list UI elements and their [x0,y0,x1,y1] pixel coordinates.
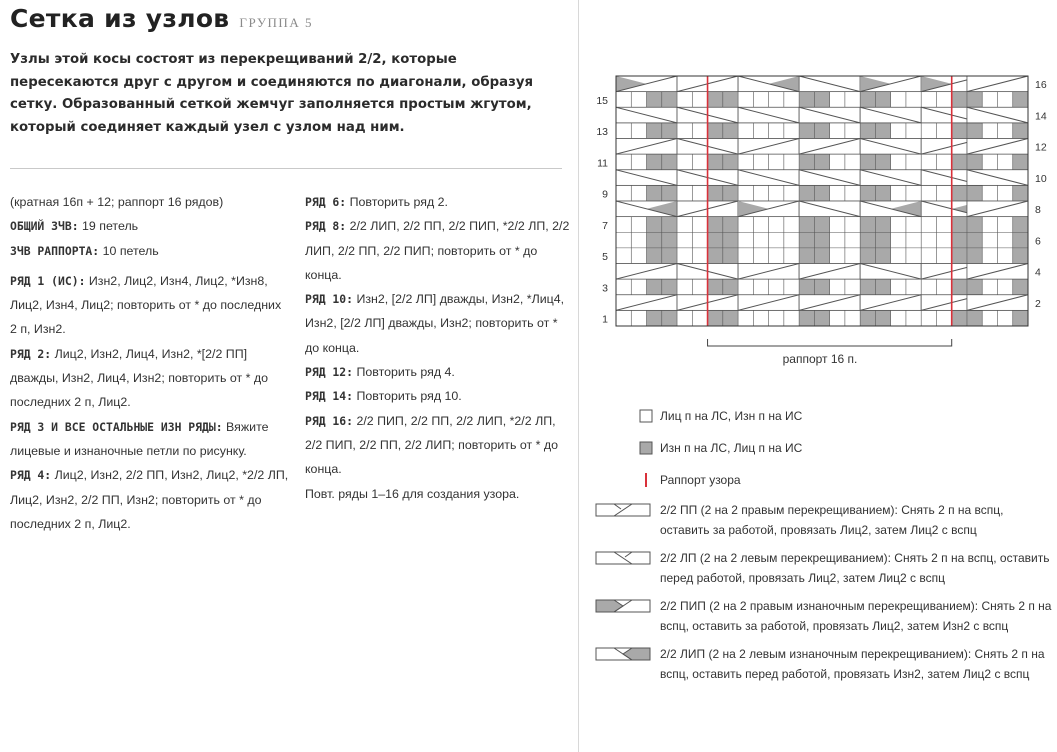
vertical-divider [578,0,579,752]
purl-cell [814,217,829,233]
cable-pp-icon [594,501,654,519]
purl-cell [952,217,967,233]
purl-cell [967,279,982,295]
purl-cell [708,248,723,264]
purl-cell [814,248,829,264]
purl-cell [967,92,982,108]
purl-cell [860,185,875,201]
purl-cell [1013,310,1028,326]
row-number-right: 16 [1035,79,1047,92]
purl-cell [952,248,967,264]
purl-cell [799,217,814,233]
row-label: РЯД 6: [305,195,347,209]
legend-text: 2/2 ЛП (2 на 2 левым перекрещиванием): Снять 2 п на вспц, оставить перед работой, провязать Лиц2, затем Лиц2 с вспц [660,551,1050,585]
legend-text: Изн п на ЛС, Лиц п на ИС [660,441,803,455]
red-line-icon [594,471,654,489]
purl-cell [967,217,982,233]
purl-cell [860,232,875,248]
row-label: РЯД 1 (ИС): [10,273,86,288]
knitting-chart [588,70,1057,375]
purl-cell [708,279,723,295]
purl-cell [662,217,677,233]
purl-cell [723,248,738,264]
row-label: РЯД 4: [10,468,52,483]
row-number-right: 10 [1035,172,1047,185]
cable-lp-icon [594,549,654,567]
cable-pip-icon [594,597,654,615]
purl-cell [814,310,829,326]
legend-item [594,548,1054,588]
purl-cell [875,310,890,326]
purl-cell [814,232,829,248]
row-number-left: 11 [597,157,608,170]
purl-cell [647,217,662,233]
white-square-icon [594,407,654,425]
purl-cell [708,232,723,248]
row-number-left: 5 [602,251,608,264]
purl-cell [1013,123,1028,139]
purl-cell [723,185,738,201]
row-number-right: 14 [1035,110,1047,123]
purl-cell [662,92,677,108]
rapport-stitches [10,239,290,263]
purl-cell [723,310,738,326]
legend-item [594,470,1054,490]
purl-cell [814,154,829,170]
purl-cell [967,248,982,264]
purl-cell [860,310,875,326]
row-instruction [305,360,573,384]
row-instruction [305,409,573,482]
purl-cell [723,154,738,170]
purl-cell [647,123,662,139]
row-label: РЯД 14: [305,389,354,404]
total-label: ОБЩИЙ ЗЧВ: [10,219,79,234]
purl-cell [647,248,662,264]
legend-text: Раппорт узора [660,473,741,487]
purl-cell [662,279,677,295]
purl-cell [952,279,967,295]
purl-cell [799,123,814,139]
purl-cell [1013,232,1028,248]
legend-item [594,644,1054,684]
legend-item [594,406,1054,426]
purl-cell [860,279,875,295]
purl-cell [860,248,875,264]
row-instruction [305,287,573,360]
purl-cell [662,185,677,201]
purl-cell [952,123,967,139]
group-label: ГРУППА 5 [239,15,313,30]
row-number-left: 7 [602,219,608,232]
purl-cell [708,185,723,201]
repeat-note: Повт. ряды 1–16 для создания узора. [305,486,520,501]
chart-grid [588,70,1057,370]
legend [594,406,1054,684]
purl-cell [708,217,723,233]
row-text: Лиц2, Изн2, Лиц4, Изн2, *[2/2 ПП] дважды, Изн2, Лиц4, Изн2; повторить от * до последних 2 п, Лиц2. [10,346,269,410]
row-number-right: 4 [1035,266,1041,279]
row-label: РЯД 12: [305,365,354,380]
row-instruction [10,463,290,536]
purl-cell [799,92,814,108]
purl-cell [875,185,890,201]
row-text: 2/2 ЛИП, 2/2 ПП, 2/2 ПИП, *2/2 ЛП, 2/2 ЛИП, 2/2 ПП, 2/2 ПИП; повторить от * до конца. [305,219,570,282]
purl-cell [952,92,967,108]
row-label: РЯД 3 И ВСЕ ОСТАЛЬНЫЕ ИЗН РЯДЫ: [10,419,223,434]
purl-cell [967,310,982,326]
purl-cell [952,310,967,326]
legend-text: 2/2 ПИП (2 на 2 правым изнаночным перекрещиванием): Снять 2 п на вспц, оставить за работой, провязать Лиц2, затем Изн2 с вспц [660,599,1052,633]
purl-cell [708,154,723,170]
row-label: РЯД 10: [305,292,354,307]
row-text: Повторить ряд 4. [353,365,455,380]
cable-lip-icon [594,645,654,663]
row-text: Вяжите лицевые и изнаночные петли по рисунку. [10,419,269,458]
page-title [10,4,313,33]
row-instruction [305,214,573,287]
row-text: 2/2 ПИП, 2/2 ПП, 2/2 ЛИП, *2/2 ЛП, 2/2 ПИП, 2/2 ПП, 2/2 ЛИП; повторить от * до конца. [305,413,558,477]
purl-cell [723,279,738,295]
purl-cell [952,232,967,248]
row-number-left: 13 [596,126,608,139]
row-text: Лиц2, Изн2, 2/2 ПП, Изн2, Лиц2, *2/2 ЛП, Лиц2, Изн2, 2/2 ПП, Изн2; повторить от * до последних 2 п, Лиц2. [10,468,289,531]
row-number-right: 12 [1035,141,1047,154]
rapport-value: 10 петель [99,243,159,258]
purl-cell [1013,154,1028,170]
purl-cell [1013,92,1028,108]
row-number-left: 9 [602,188,608,201]
purl-cell [799,154,814,170]
purl-cell [875,248,890,264]
purl-cell [875,232,890,248]
purl-cell [860,154,875,170]
row-text: Изн2, [2/2 ЛП] дважды, Изн2, *Лиц4, Изн2, [2/2 ЛП] дважды, Изн2; повторить от * до конца. [305,292,565,355]
purl-cell [967,154,982,170]
rapport-bracket [708,339,952,346]
intro-paragraph: Узлы этой косы состоят из перекрещиваний 2/2, которые пересекаются друг с другом и соединяются по диагонали, образуя сетку. Образованный сеткой жемчуг заполняется простым жгутом, который соединяет каждый узел с узлом над ним. [10,52,534,135]
purl-cell [647,154,662,170]
purl-cell [799,310,814,326]
purl-cell [723,217,738,233]
purl-cell [662,123,677,139]
purl-cell [799,232,814,248]
row-instruction [10,415,290,464]
row-number-left: 15 [596,94,608,107]
total-stitches [10,214,290,238]
row-text: Изн2, Лиц2, Изн4, Лиц2, *Изн8, Лиц2, Изн4, Лиц2; повторить от * до последних 2 п, Изн2. [10,273,282,337]
purl-cell [967,232,982,248]
row-instruction [305,384,573,408]
total-value: 19 петель [78,219,139,234]
rapport-caption: раппорт 16 п. [782,352,858,366]
row-number-left: 3 [602,282,608,295]
grey-square-icon [594,439,654,457]
purl-cell [799,185,814,201]
purl-cell [814,92,829,108]
purl-cell [875,92,890,108]
purl-cell [799,279,814,295]
instructions-column-2 [305,190,573,506]
purl-cell [662,310,677,326]
purl-cell [860,217,875,233]
horizontal-divider [10,168,562,169]
purl-cell [860,92,875,108]
purl-cell [814,123,829,139]
purl-cell [799,248,814,264]
purl-cell [952,185,967,201]
purl-cell [647,185,662,201]
purl-cell [1013,217,1028,233]
rapport-label: ЗЧВ РАППОРТА: [10,243,100,258]
legend-text: 2/2 ЛИП (2 на 2 левым изнаночным перекрещиванием): Снять 2 п на вспц, оставить перед работой, провязать Изн2, затем Лиц2 с вспц [660,647,1045,681]
purl-cell [708,310,723,326]
purl-cell [967,185,982,201]
purl-cell [1013,248,1028,264]
row-number-right: 2 [1035,297,1041,310]
purl-cell [647,310,662,326]
purl-cell [723,92,738,108]
purl-cell [875,279,890,295]
purl-cell [647,232,662,248]
purl-cell [875,123,890,139]
multiple-info: (кратная 16п + 12; раппорт 16 рядов) [10,195,224,209]
row-instruction [10,342,290,415]
purl-cell [952,154,967,170]
row-number-right: 6 [1035,235,1041,248]
purl-cell [662,232,677,248]
legend-text: 2/2 ПП (2 на 2 правым перекрещиванием): Снять 2 п на вспц, оставить за работой, провязать Лиц2, затем Лиц2 с вспц [660,503,1004,537]
row-text: Повторить ряд 2. [346,195,448,209]
purl-cell [967,123,982,139]
purl-cell [708,92,723,108]
purl-cell [723,123,738,139]
instructions-column-1 [10,190,290,536]
purl-cell [860,123,875,139]
legend-item [594,596,1054,636]
purl-cell [814,279,829,295]
purl-cell [662,248,677,264]
row-label: РЯД 8: [305,219,347,234]
purl-cell [1013,185,1028,201]
purl-cell [875,154,890,170]
legend-item [594,438,1054,458]
row-instruction [10,269,290,342]
purl-cell [723,232,738,248]
purl-cell [662,154,677,170]
row-number-left: 1 [602,313,608,326]
legend-text: Лиц п на ЛС, Изн п на ИС [660,409,803,423]
purl-cell [814,185,829,201]
purl-cell [647,279,662,295]
purl-cell [708,123,723,139]
legend-item [594,500,1054,540]
row-number-right: 8 [1035,204,1041,217]
purl-cell [875,217,890,233]
row-text: Повторить ряд 10. [353,389,462,404]
row-instruction [305,190,573,214]
purl-cell [1013,279,1028,295]
pattern-title: Сетка из узлов [10,4,230,33]
row-label: РЯД 16: [305,413,354,428]
row-label: РЯД 2: [10,346,52,361]
purl-cell [647,92,662,108]
